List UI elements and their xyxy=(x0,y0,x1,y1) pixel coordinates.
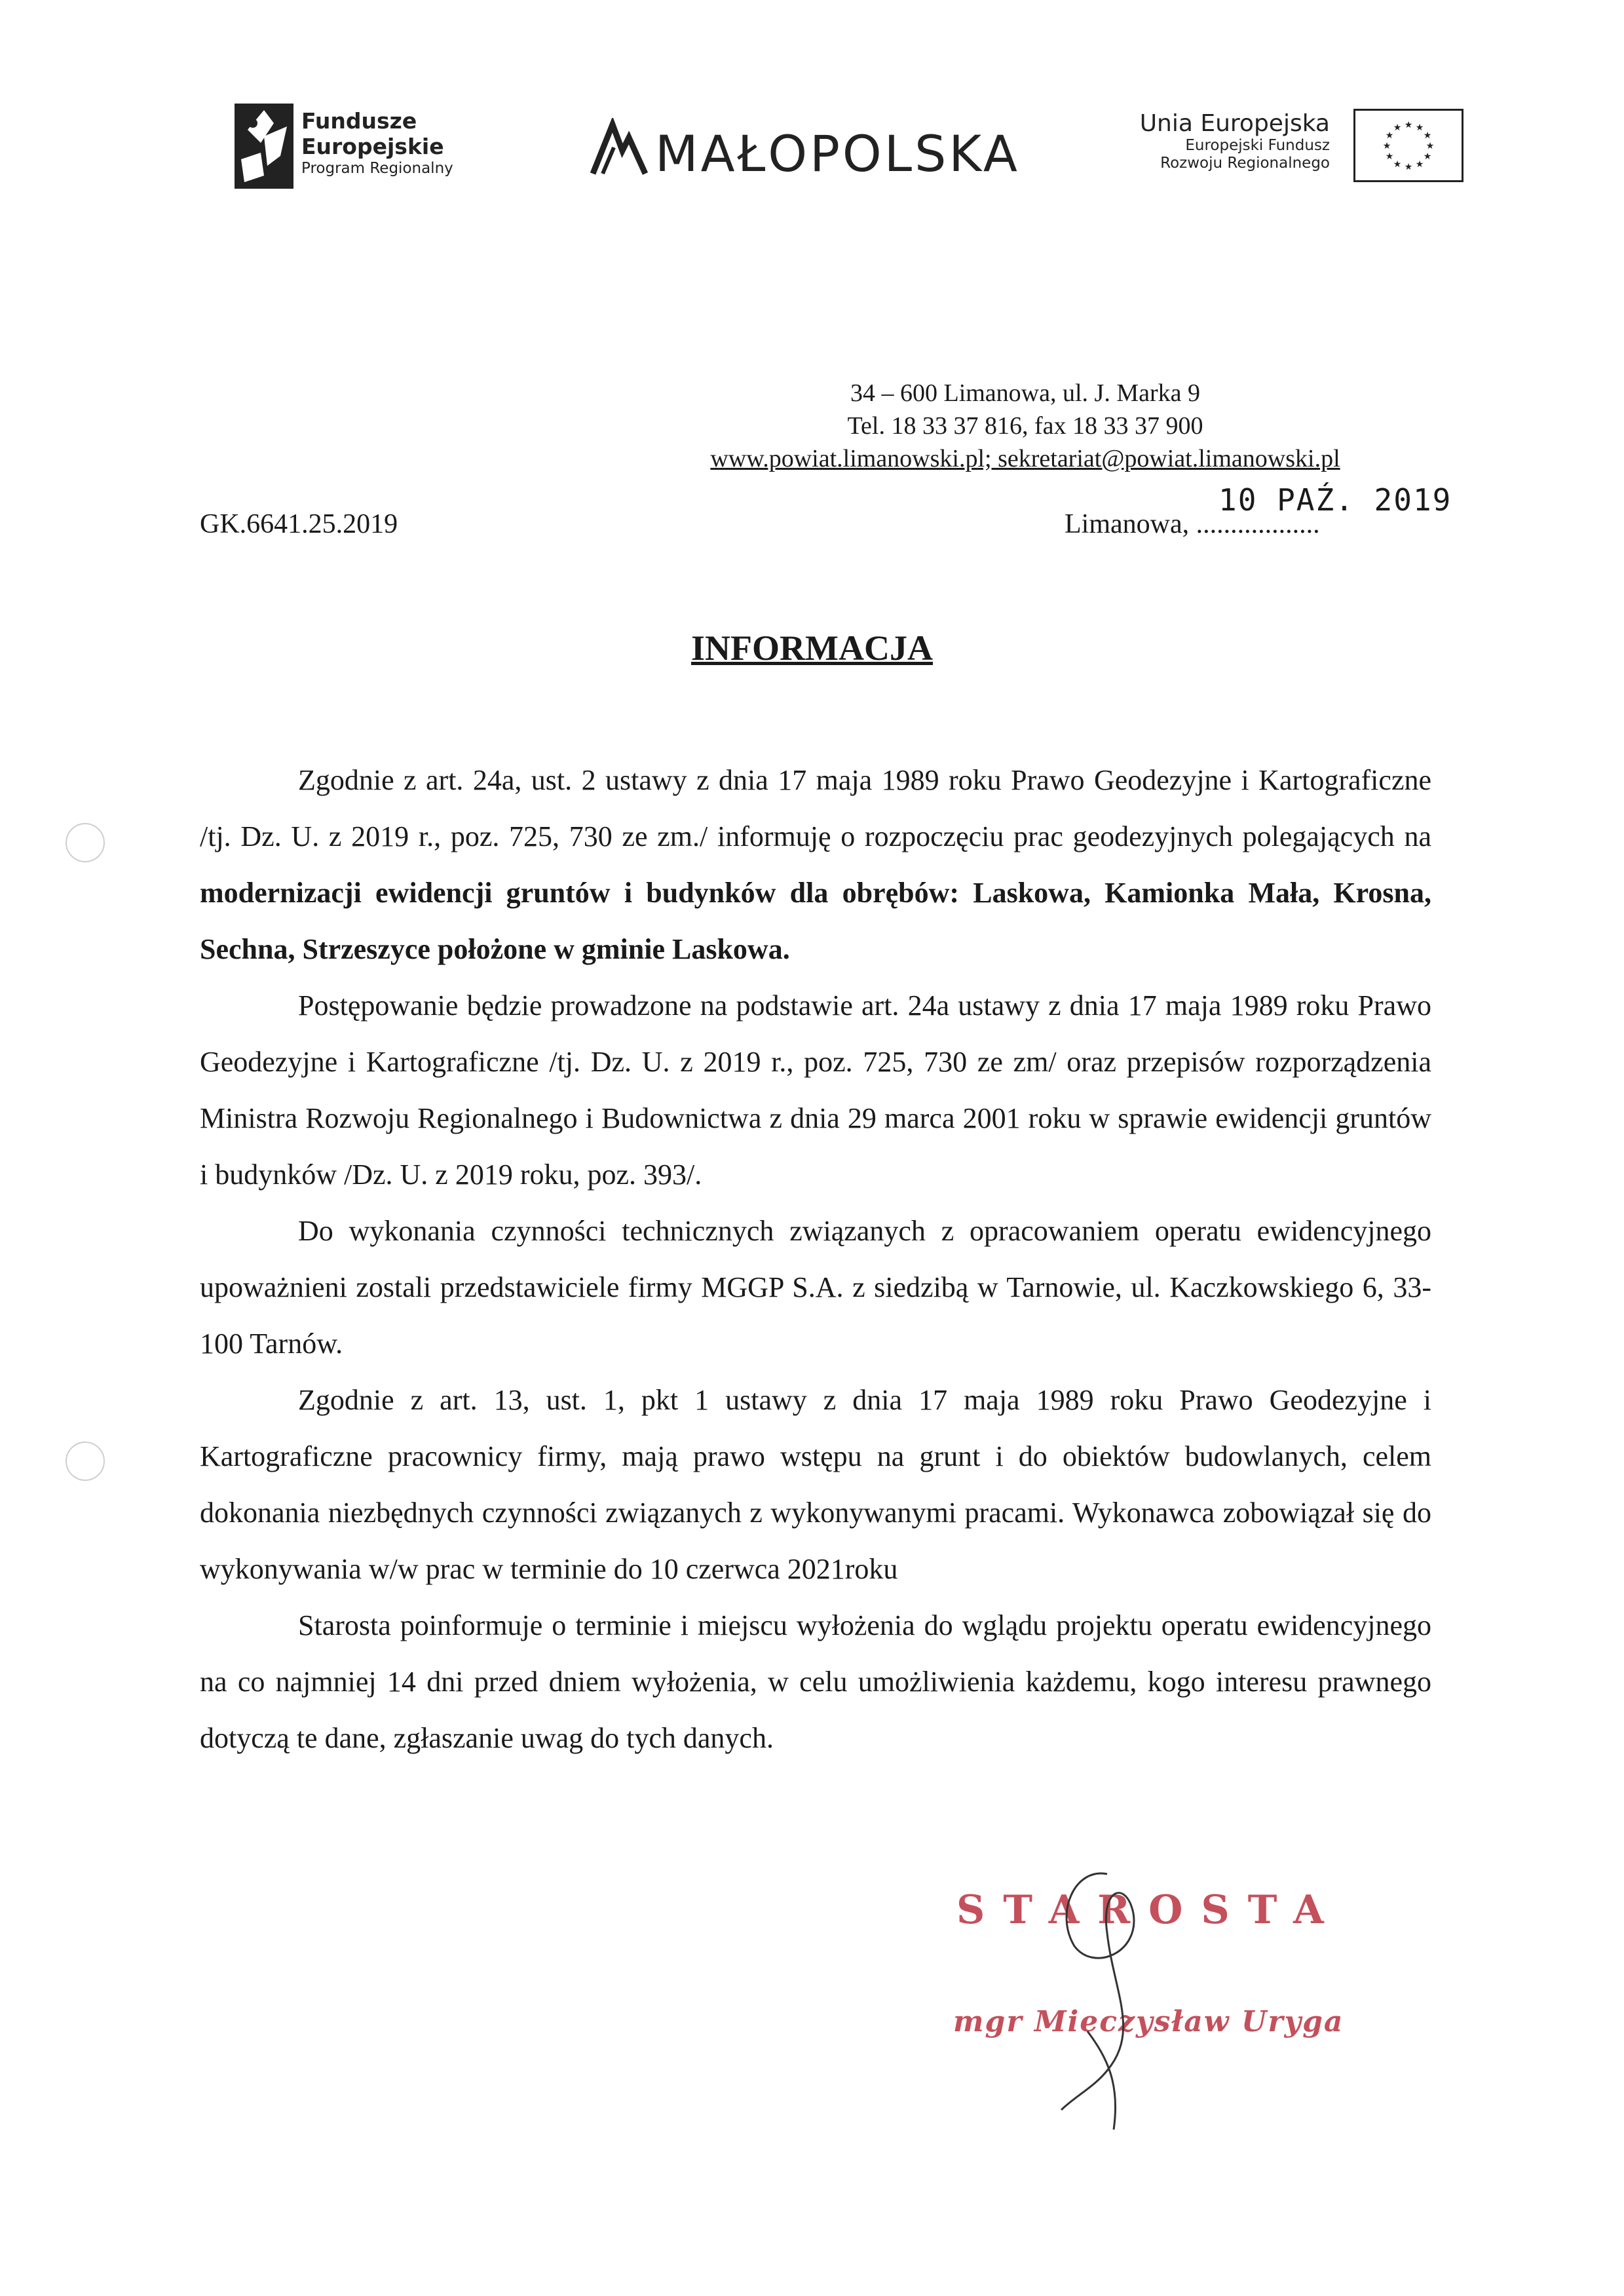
svg-text:★: ★ xyxy=(1385,130,1394,141)
body-paragraph-5: Starosta poinformuje o terminie i miejscu wyłożenia do wglądu projektu operatu ewidencyjnego na co najmniej 14 dni przed dniem wyłożenia, w celu umożliwienia każdemu, kogo interesu prawnego dotyczą te dane, zgłaszanie uwag do tych danych. xyxy=(200,1609,1431,1754)
svg-text:★: ★ xyxy=(1415,123,1424,133)
document-title: INFORMACJA xyxy=(691,628,933,668)
malopolska-logo-text: MAŁOPOLSKA xyxy=(655,124,1020,183)
svg-text:★: ★ xyxy=(1385,151,1394,162)
fe-line3: Program Regionalny xyxy=(301,160,453,177)
ue-line2: Europejski Fundusz xyxy=(1185,137,1330,155)
svg-text:★: ★ xyxy=(1382,141,1391,151)
ue-line3: Rozwoju Regionalnego xyxy=(1160,154,1330,172)
svg-text:★: ★ xyxy=(1404,162,1413,172)
address-line2: Tel. 18 33 37 816, fax 18 33 37 900 xyxy=(847,412,1203,440)
address-web-line[interactable]: www.powiat.limanowski.pl; sekretariat@powiat.limanowski.pl xyxy=(710,445,1340,472)
eu-flag-icon xyxy=(1353,109,1463,182)
document-body xyxy=(200,752,1431,1767)
p1-bold-text: modernizacji ewidencji gruntów i budynków dla obrębów: Laskowa, Kamionka Mała, Krosna, Sechna, Strzeszyce położone w gminie Laskowa. xyxy=(200,877,1431,965)
handwritten-signature xyxy=(1009,1861,1179,2136)
svg-text:★: ★ xyxy=(1423,130,1432,141)
starosta-stamp-name: mgr Mieczysław Uryga xyxy=(953,2005,1344,2038)
eu-logo-text xyxy=(1087,110,1330,172)
body-paragraph-2: Postępowanie będzie prowadzone na podstawie art. 24a ustawy z dnia 17 maja 1989 roku Prawo Geodezyjne i Kartograficzne /tj. Dz. U. z 2019 r., poz. 725, 730 ze zm/ oraz przepisów rozporządzenia Ministra Rozwoju Regionalnego i Budownictwa z dnia 29 marca 2001 roku w sprawie ewidencji gruntów i budynków /Dz. U. z 2019 roku, poz. 393/. xyxy=(200,989,1431,1191)
svg-text:★: ★ xyxy=(1393,123,1402,133)
svg-text:★: ★ xyxy=(1404,120,1413,130)
document-number: GK.6641.25.2019 xyxy=(200,509,398,539)
body-paragraph-1 xyxy=(200,752,1431,978)
body-paragraph-4: Zgodnie z art. 13, ust. 1, pkt 1 ustawy z dnia 17 maja 1989 roku Prawo Geodezyjne i Kartograficzne pracownicy firmy, mają prawo wstępu na grunt i do obiektów budowlanych, celem dokonania niezbędnych czynności związanych z wykonywanymi pracami. Wykonawca zobowiązał się do wykonywania w/w prac w terminie do 10 czerwca 2021roku xyxy=(200,1384,1431,1585)
malopolska-emblem-icon xyxy=(586,118,652,177)
fe-line1: Fundusze xyxy=(301,108,417,134)
fe-emblem-icon xyxy=(235,104,293,189)
date-stamp: 10 PAŹ. 2019 xyxy=(1218,482,1452,518)
punch-hole xyxy=(66,823,105,862)
ue-line1: Unia Europejska xyxy=(1139,110,1330,137)
p1-plain-text: Zgodnie z art. 24a, ust. 2 ustawy z dnia 17 maja 1989 roku Prawo Geodezyjne i Kartograficzne /tj. Dz. U. z 2019 r., poz. 725, 730 ze zm./ informuję o rozpoczęciu prac geodezyjnych polegających na xyxy=(200,764,1431,852)
place-date-line: Limanowa, .................. xyxy=(1065,509,1320,539)
svg-text:★: ★ xyxy=(1415,159,1424,170)
svg-text:★: ★ xyxy=(1423,151,1432,162)
fundusze-europejskie-logo xyxy=(235,104,293,189)
fe-line2: Europejskie xyxy=(301,134,444,159)
punch-hole xyxy=(66,1442,105,1481)
svg-text:★: ★ xyxy=(1393,159,1402,170)
fe-logo-text xyxy=(301,110,453,176)
address-line1: 34 – 600 Limanowa, ul. J. Marka 9 xyxy=(850,379,1201,407)
starosta-stamp-title: STAROSTA xyxy=(956,1887,1342,1933)
svg-text:★: ★ xyxy=(1426,141,1435,151)
body-paragraph-3: Do wykonania czynności technicznych związanych z opracowaniem operatu ewidencyjnego upoważnieni zostali przedstawiciele firmy MGGP S.A. z siedzibą w Tarnowie, ul. Kaczkowskiego 6, 33-100 Tarnów. xyxy=(200,1215,1431,1360)
